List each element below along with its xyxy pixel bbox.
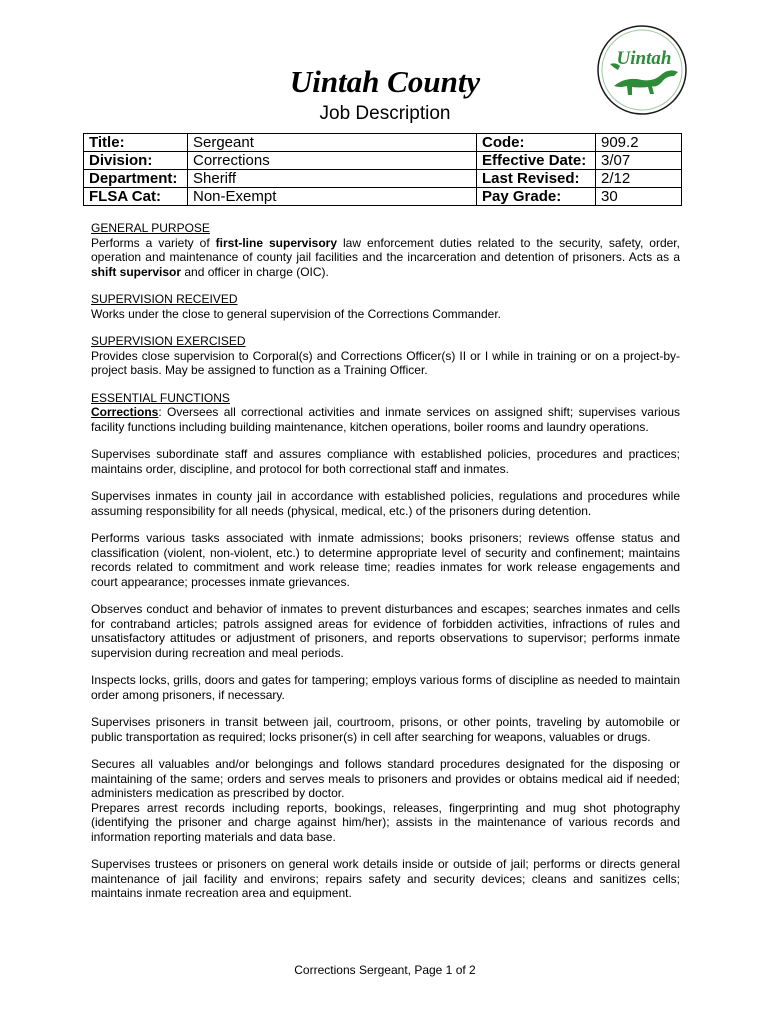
document-body [91, 221, 680, 914]
effective-date-value: 3/07 [596, 152, 682, 170]
svg-text:Uintah: Uintah [616, 48, 672, 69]
supervision-received-section [91, 292, 680, 321]
general-purpose-section [91, 221, 680, 279]
job-info-table [83, 133, 682, 206]
general-purpose-text-3: and officer in charge (OIC). [181, 264, 329, 279]
county-title: Uintah County [289, 64, 481, 99]
function-paragraph: Prepares arrest records including reports, bookings, releases, fingerprinting and mug shot photography (identifying the prisoner and charge against him/her); assists in the maintenance of various records and information reporting materials and data base. [91, 800, 680, 844]
essential-functions-heading: ESSENTIAL FUNCTIONS [91, 390, 230, 405]
general-purpose-bold-1: first-line supervisory [215, 235, 338, 250]
function-paragraph: Supervises inmates in county jail in accordance with established policies, regulations and procedures while assuming responsibility for all needs (physical, medical, etc.) of the prisoners during detention. [91, 489, 680, 518]
page-footer: Corrections Sergeant, Page 1 of 2 [294, 963, 476, 977]
code-value: 909.2 [596, 134, 682, 152]
supervision-received-text: Works under the close to general supervision of the Corrections Commander. [91, 306, 501, 321]
title-value: Sergeant [188, 134, 477, 152]
flsa-value: Non-Exempt [188, 188, 477, 206]
function-paragraph: Inspects locks, grills, doors and gates for tampering; employs various forms of discipline as needed to maintain order among prisoners, if necessary. [91, 673, 680, 702]
division-value: Corrections [188, 152, 477, 170]
essential-functions-section [91, 391, 680, 435]
effective-date-label: Effective Date: [477, 152, 596, 170]
code-label: Code: [477, 134, 596, 152]
function-paragraph: Supervises prisoners in transit between jail, courtroom, prisons, or other points, traveling by automobile or public transportation as required; locks prisoner(s) in cell after searching for weapons, valuables or drugs. [91, 715, 680, 744]
general-purpose-bold-2: shift supervisor [91, 264, 182, 279]
function-paragraph: Supervises trustees or prisoners on general work details inside or outside of jail; performs or directs general maintenance of jail facility and environs; repairs safety and security devices; cleans and sanitizes cells; maintains inmate recreation area and equipment. [91, 857, 680, 900]
last-revised-label: Last Revised: [477, 170, 596, 188]
department-value: Sheriff [188, 170, 477, 188]
function-paragraph: Performs various tasks associated with inmate admissions; books prisoners; reviews offense status and classification (violent, non-violent, etc.) to determine appropriate level of security and confinement; maintains records related to commitment and work release time; readies inmates for work release engagements and court appearance; processes inmate grievances. [91, 531, 680, 589]
supervision-exercised-text: Provides close supervision to Corporal(s) and Corrections Officer(s) II or I while in training or on a project-by-project basis. May be assigned to function as a Training Officer. [91, 348, 680, 377]
corrections-text: : Oversees all correctional activities and inmate services on assigned shift; supervises various facility functions including building maintenance, kitchen operations, boiler rooms and laundry operations. [91, 405, 680, 434]
corrections-label: Corrections [91, 405, 159, 419]
division-label: Division: [84, 152, 188, 170]
function-paragraph: Supervises subordinate staff and assures compliance with established policies, procedures and practices; maintains order, discipline, and protocol for both correctional staff and inmates. [91, 447, 680, 476]
general-purpose-heading: GENERAL PURPOSE [91, 221, 210, 235]
supervision-received-heading: SUPERVISION RECEIVED [91, 292, 238, 306]
department-label: Department: [84, 170, 188, 188]
function-paragraph: Observes conduct and behavior of inmates to prevent disturbances and escapes; searches inmates and cells for contraband articles; patrols assigned areas for evidence of forbidden activities, infractions of rules and unsatisfactory attitudes or adjustment of prisoners, and reports observations to supervisor; performs inmate supervision during recreation and meal periods. [91, 602, 680, 660]
pay-grade-value: 30 [596, 188, 682, 206]
supervision-exercised-section [91, 334, 680, 378]
title-label: Title: [84, 134, 188, 152]
general-purpose-text-1: Performs a variety of [91, 235, 216, 250]
general-purpose-text-2: law enforcement duties related to the security, safety, order, operation and maintenance of county jail facilities and the incarceration and detention of prisoners. Acts as a [91, 235, 680, 264]
flsa-label: FLSA Cat: [84, 188, 188, 206]
document-type: Job Description [319, 103, 451, 124]
supervision-exercised-heading: SUPERVISION EXERCISED [91, 334, 246, 348]
last-revised-value: 2/12 [596, 170, 682, 188]
pay-grade-label: Pay Grade: [477, 188, 596, 206]
function-paragraph: Secures all valuables and/or belongings and follows standard procedures designated for the disposing or maintaining of the same; orders and serves meals to prisoners and provides or obtains medical aid if needed; administers medication as prescribed by doctor. [91, 757, 680, 800]
